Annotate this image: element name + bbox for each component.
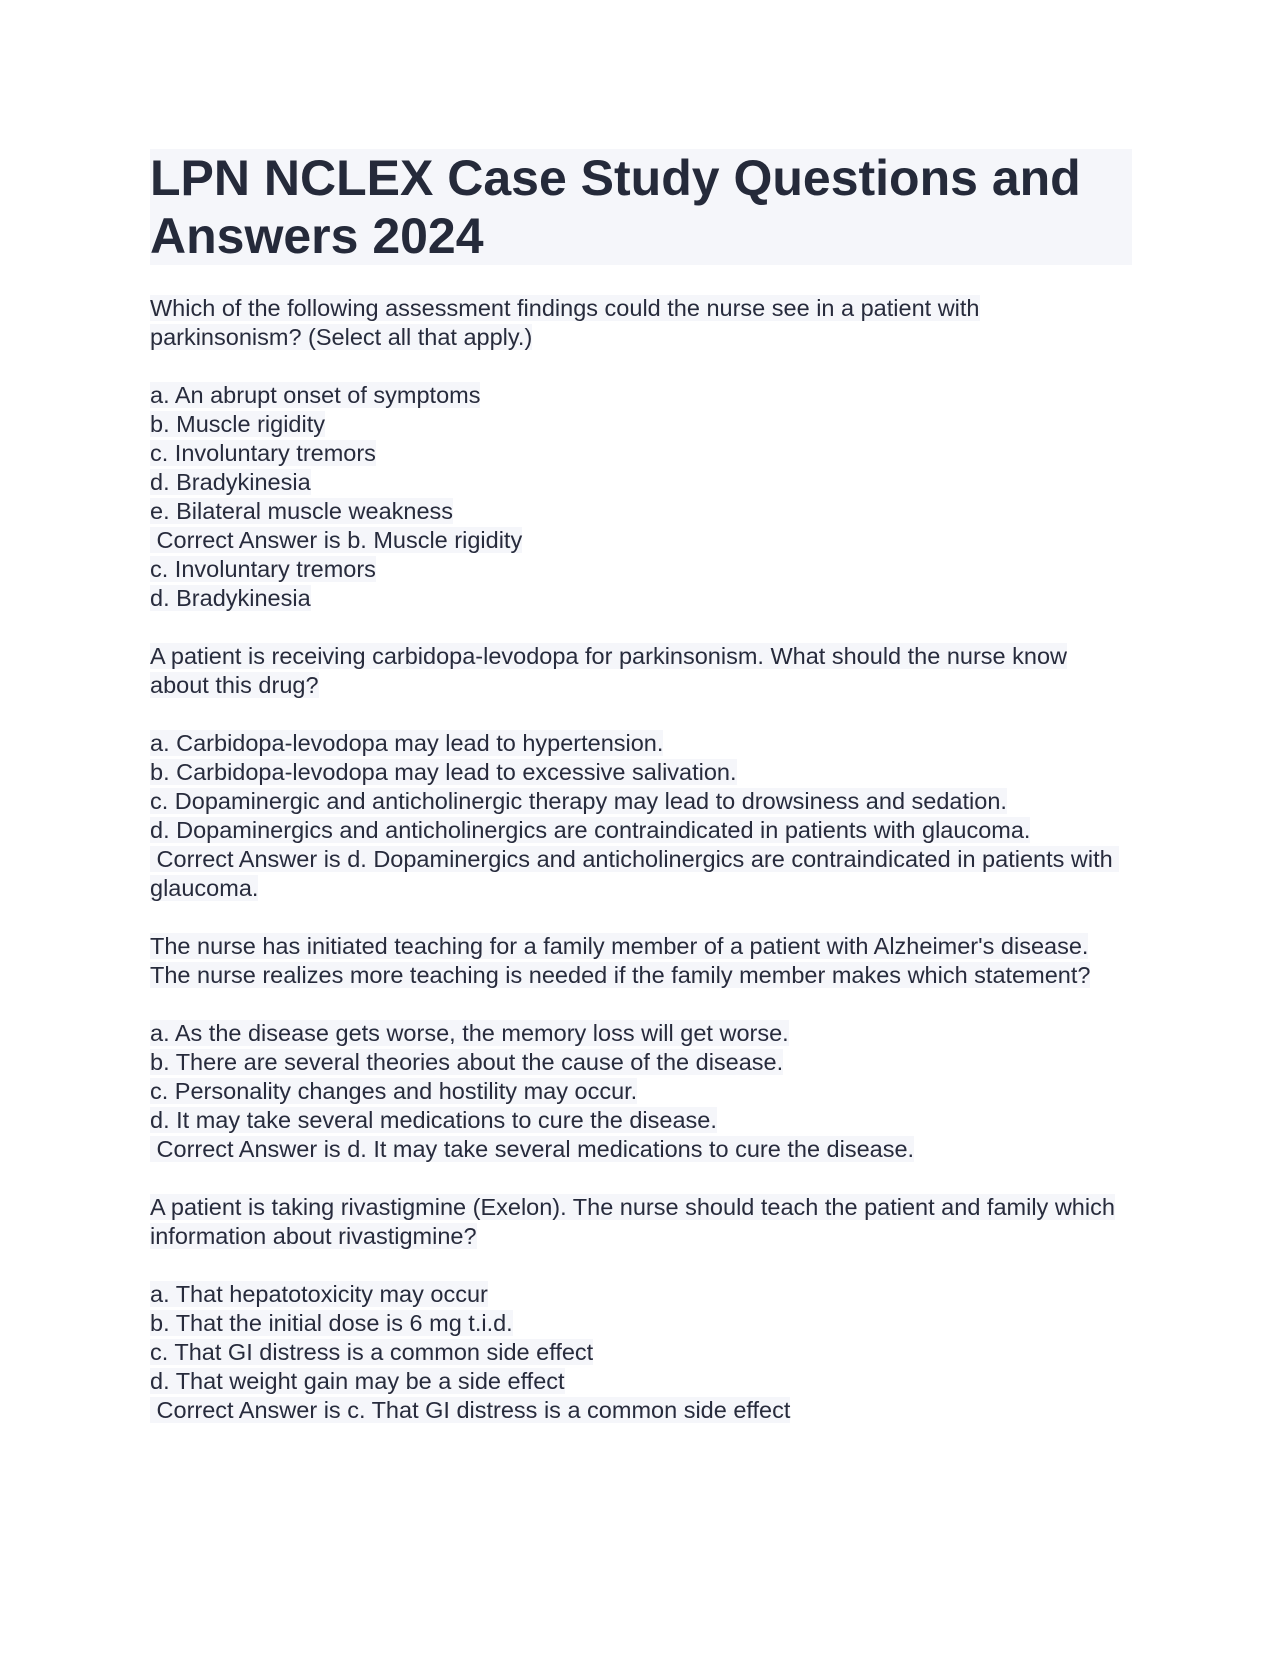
question-stem [150,932,1132,990]
question-block-3 [150,932,1132,1164]
option-item: d. That weight gain may be a side effect [150,1368,565,1394]
question-stem-text: A patient is taking rivastigmine (Exelon). The nurse should teach the patient and family which information about rivastigmine? [150,1194,1115,1249]
title-block [150,149,1132,265]
document-page [150,149,1132,1454]
question-stem [150,642,1132,700]
question-block-4 [150,1193,1132,1425]
option-item: b. That the initial dose is 6 mg t.i.d. [150,1310,513,1336]
option-item: b. Carbidopa-levodopa may lead to excessive salivation. [150,759,737,785]
question-block-1 [150,294,1132,613]
option-item: b. There are several theories about the cause of the disease. [150,1049,784,1075]
correct-answer-line: d. Bradykinesia [150,585,311,611]
option-item: a. An abrupt onset of symptoms [150,382,481,408]
correct-answer-line: Correct Answer is d. It may take several medications to cure the disease. [150,1136,915,1162]
page-title: LPN NCLEX Case Study Questions and Answers 2024 [150,150,1081,264]
correct-answer-line: c. Involuntary tremors [150,556,376,582]
option-item: e. Bilateral muscle weakness [150,498,454,524]
question-block-2 [150,642,1132,903]
option-item: c. Involuntary tremors [150,440,376,466]
question-stem [150,1193,1132,1251]
question-stem [150,294,1132,352]
option-item: d. Bradykinesia [150,469,311,495]
correct-answer-line: Correct Answer is c. That GI distress is a common side effect [150,1397,791,1423]
option-item: c. Dopaminergic and anticholinergic therapy may lead to drowsiness and sedation. [150,788,1007,814]
option-item: a. Carbidopa-levodopa may lead to hypertension. [150,730,664,756]
option-item: a. As the disease gets worse, the memory loss will get worse. [150,1020,789,1046]
option-item: a. That hepatotoxicity may occur [150,1281,488,1307]
question-stem-text: The nurse has initiated teaching for a family member of a patient with Alzheimer's disease. The nurse realizes more teaching is needed if the family member makes which statement? [150,933,1091,988]
question-stem-text: A patient is receiving carbidopa-levodopa for parkinsonism. What should the nurse know about this drug? [150,643,1068,698]
option-item: c. Personality changes and hostility may occur. [150,1078,638,1104]
option-item: d. It may take several medications to cure the disease. [150,1107,717,1133]
question-stem-text: Which of the following assessment findings could the nurse see in a patient with parkinsonism? (Select all that apply.) [150,295,980,350]
option-item: c. That GI distress is a common side effect [150,1339,594,1365]
option-item: d. Dopaminergics and anticholinergics are contraindicated in patients with glaucoma. [150,817,1031,843]
option-item: b. Muscle rigidity [150,411,325,437]
document-content [150,294,1132,1425]
correct-answer-line: Correct Answer is b. Muscle rigidity [150,527,523,553]
correct-answer-line: Correct Answer is d. Dopaminergics and anticholinergics are contraindicated in patients with glaucoma. [150,846,1120,901]
